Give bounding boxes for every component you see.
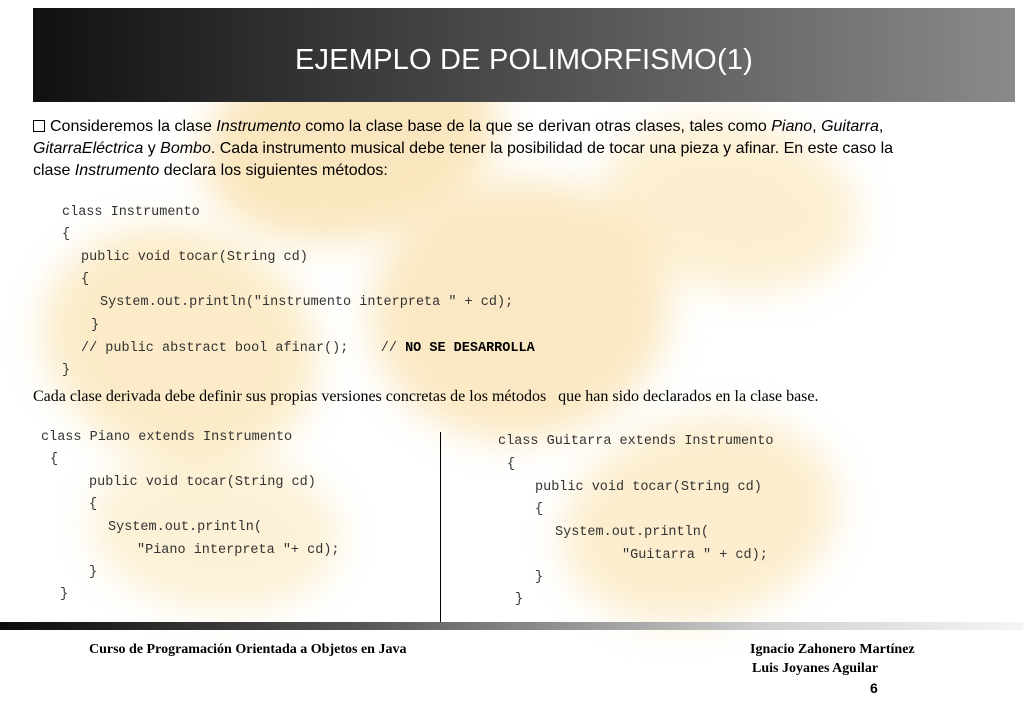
- code-line: public void tocar(String cd): [535, 480, 762, 495]
- intro-italic: Instrumento: [74, 162, 160, 179]
- code-line: class Guitarra extends Instrumento: [498, 434, 774, 449]
- code-line: {: [89, 497, 98, 512]
- intro-text: ,: [812, 118, 822, 135]
- code-line: System.out.println("instrumento interpreta " + cd);: [100, 295, 514, 310]
- intro-text: declara los siguientes métodos:: [159, 162, 388, 179]
- intro-text: clase: [33, 162, 75, 179]
- code-line: System.out.println(: [555, 525, 709, 540]
- intro-italic: Piano: [771, 118, 813, 135]
- background-decoration: [539, 387, 861, 653]
- footer-bar: [0, 622, 1023, 630]
- intro-text: ,: [878, 118, 884, 135]
- derived-class-paragraph: Cada clase derivada debe definir sus propias versiones concretas de los métodos que han sido declarados en la clase base.: [33, 388, 819, 405]
- intro-italic: Bombo: [160, 140, 211, 157]
- code-line: class Piano extends Instrumento: [41, 430, 293, 445]
- intro-italic: GitarraEléctrica: [33, 140, 144, 157]
- page-number: 6: [870, 680, 878, 696]
- intro-text: y: [143, 140, 161, 157]
- code-comment-bold: NO SE DESARROLLA: [405, 341, 535, 356]
- checkbox-bullet-icon: [33, 120, 45, 132]
- intro-italic: Guitarra: [821, 118, 879, 135]
- code-line: }: [89, 565, 98, 580]
- code-comment: // public abstract bool afinar(); //: [81, 341, 406, 356]
- code-line: }: [535, 570, 544, 585]
- code-line: public void tocar(String cd): [89, 475, 316, 490]
- code-line: }: [60, 587, 69, 602]
- column-divider: [440, 432, 441, 622]
- code-line: }: [91, 318, 100, 333]
- footer-course: Curso de Programación Orientada a Objetos en Java: [89, 642, 407, 657]
- code-line: {: [50, 452, 59, 467]
- code-line: "Guitarra " + cd);: [622, 548, 768, 563]
- code-line: {: [507, 457, 516, 472]
- code-line: {: [62, 227, 71, 242]
- code-line: System.out.println(: [108, 520, 262, 535]
- title-bar: [33, 8, 1015, 102]
- intro-text: . Cada instrumento musical debe tener la posibilidad de tocar una pieza y afinar. En este caso la: [210, 140, 894, 157]
- code-line: class Instrumento: [62, 205, 200, 220]
- code-line: {: [81, 272, 90, 287]
- intro-italic: Instrumento: [216, 118, 301, 135]
- code-line: {: [535, 502, 544, 517]
- intro-text: como la clase base de la que se derivan otras clases, tales como: [300, 118, 772, 135]
- code-line: "Piano interpreta "+ cd);: [137, 543, 340, 558]
- footer-author: Ignacio Zahonero Martínez: [750, 642, 915, 657]
- intro-text: Consideremos la clase: [50, 118, 217, 135]
- footer-author: Luis Joyanes Aguilar: [752, 661, 879, 676]
- code-line: [81, 341, 535, 356]
- code-line: public void tocar(String cd): [81, 250, 308, 265]
- intro-paragraph: [33, 116, 1013, 182]
- slide-title: EJEMPLO DE POLIMORFISMO(1): [295, 44, 753, 76]
- code-line: }: [515, 592, 524, 607]
- code-line: }: [62, 363, 71, 378]
